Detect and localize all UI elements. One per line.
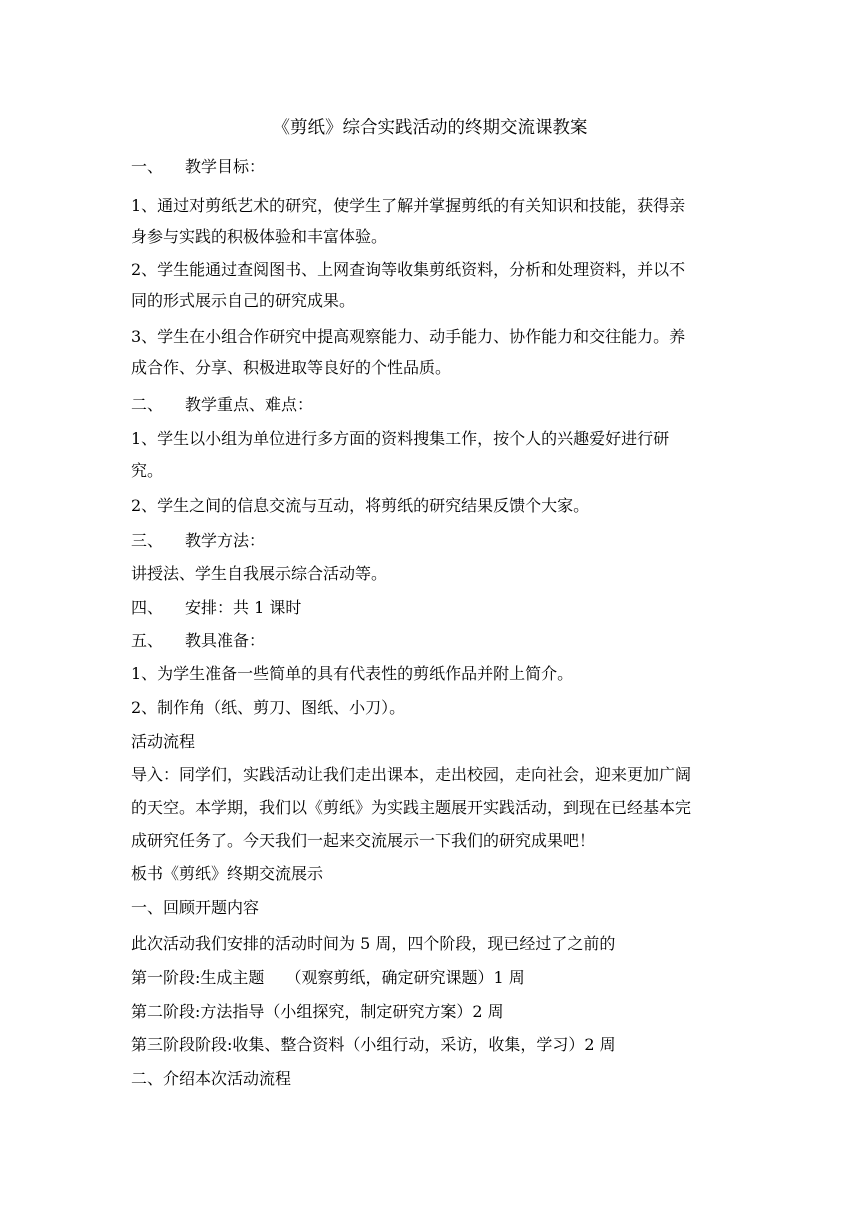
body-line: 讲授法、学生自我展示综合活动等。	[131, 564, 388, 583]
section-number: 一、	[131, 157, 164, 176]
body-line: 成研究任务了。今天我们一起来交流展示一下我们的研究成果吧！	[131, 831, 596, 850]
section-heading-3	[131, 529, 741, 553]
body-line: 二、介绍本次活动流程	[131, 1069, 292, 1088]
body-line: 板书《剪纸》终期交流展示	[131, 864, 324, 883]
section-heading-1	[131, 155, 741, 179]
section-number: 五、	[131, 631, 164, 650]
section-number: 三、	[131, 531, 164, 550]
section-heading-text: 教具准备：	[185, 631, 266, 650]
document-title: 《剪纸》综合实践活动的终期交流课教案	[272, 118, 588, 138]
body-line: 成合作、分享、积极进取等良好的个性品质。	[131, 358, 452, 377]
body-line: 究。	[131, 461, 164, 480]
body-line: 一、回顾开题内容	[131, 898, 260, 917]
body-line: 身参与实践的积极体验和丰富体验。	[131, 227, 388, 246]
body-line: 第一阶段:生成主题 （观察剪纸，确定研究课题）1 周	[131, 968, 525, 987]
body-line: 活动流程	[131, 732, 196, 751]
body-line: 导入：同学们，实践活动让我们走出课本，走出校园，走向社会，迎来更加广阔	[131, 765, 692, 784]
section-heading-text: 教学方法：	[185, 531, 266, 550]
body-line: 1、通过对剪纸艺术的研究，使学生了解并掌握剪纸的有关知识和技能，获得亲	[131, 196, 686, 215]
body-line: 的天空。本学期，我们以《剪纸》为实践主题展开实践活动，到现在已经基本完	[131, 798, 692, 817]
body-line: 2、制作角（纸、剪刀、图纸、小刀）。	[131, 698, 406, 717]
section-number: 四、	[131, 598, 164, 617]
section-number: 二、	[131, 395, 164, 414]
body-line: 2、学生能通过查阅图书、上网查询等收集剪纸资料，分析和处理资料，并以不	[131, 260, 686, 279]
section-heading-text: 教学重点、难点：	[185, 395, 314, 414]
body-line: 同的形式展示自己的研究成果。	[131, 291, 356, 310]
body-line: 此次活动我们安排的活动时间为 5 周，四个阶段，现已经过了之前的	[131, 934, 616, 953]
section-heading-4	[131, 596, 741, 620]
body-line: 3、学生在小组合作研究中提高观察能力、动手能力、协作能力和交往能力。养	[131, 327, 686, 346]
section-heading-5	[131, 629, 741, 653]
body-line: 第三阶段阶段:收集、整合资料（小组行动，采访，收集，学习）2 周	[131, 1035, 616, 1054]
body-line: 2、学生之间的信息交流与互动，将剪纸的研究结果反馈个大家。	[131, 496, 590, 515]
body-line: 1、为学生准备一些简单的具有代表性的剪纸作品并附上简介。	[131, 664, 574, 683]
section-heading-2	[131, 393, 741, 417]
body-line: 1、学生以小组为单位进行多方面的资料搜集工作，按个人的兴趣爱好进行研	[131, 429, 670, 448]
section-heading-text: 安排：共 1 课时	[185, 598, 302, 617]
body-line: 第二阶段:方法指导（小组探究，制定研究方案）2 周	[131, 1002, 504, 1021]
section-heading-text: 教学目标：	[185, 157, 266, 176]
